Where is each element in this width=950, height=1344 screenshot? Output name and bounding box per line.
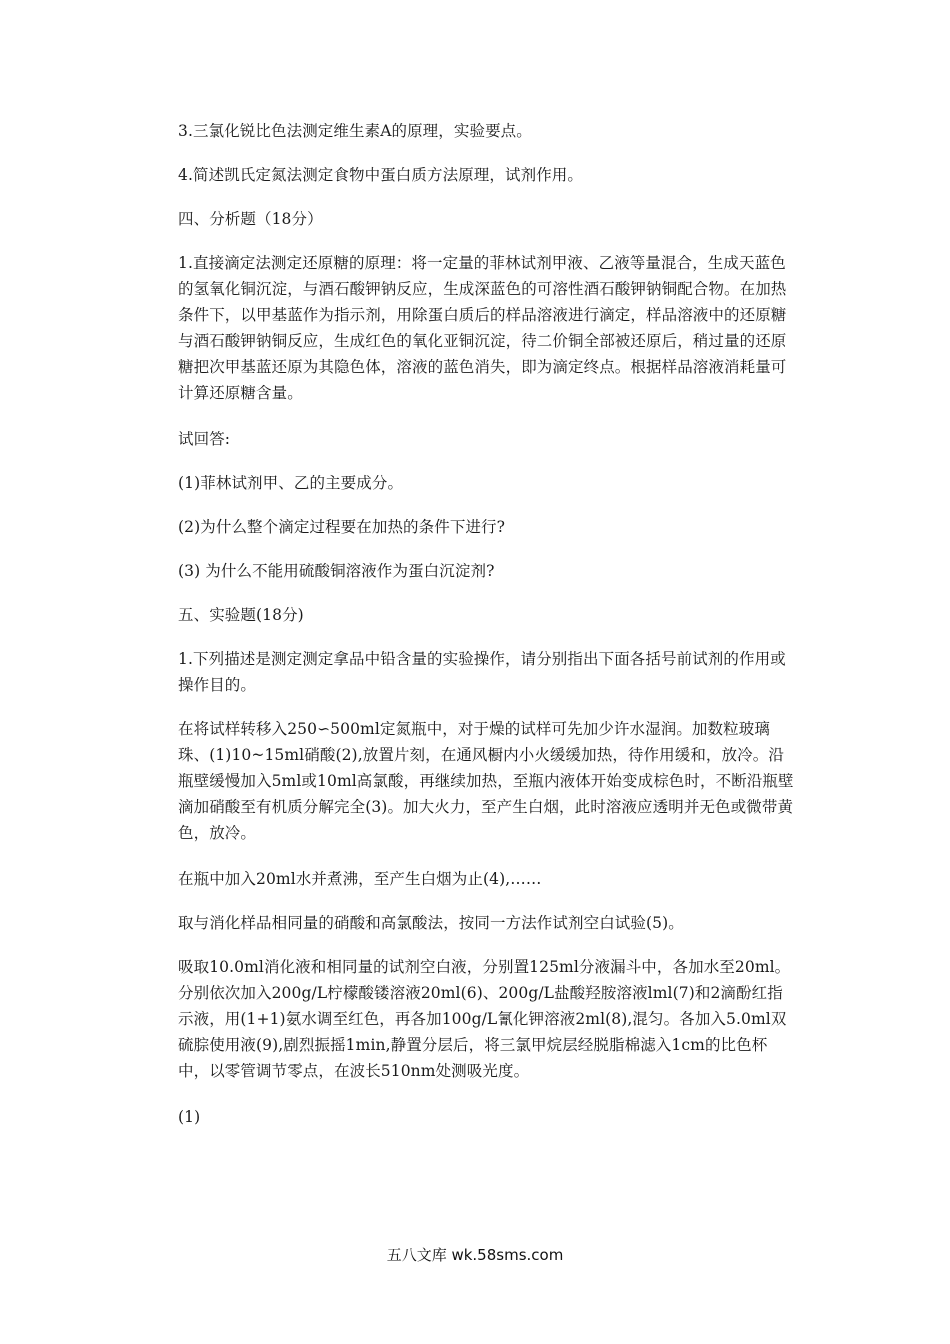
subquestion-1: (1)菲林试剂甲、乙的主要成分。 (178, 474, 404, 492)
question-vitamin-a: 3.三氯化锐比色法测定维生素A的原理，实验要点。 (178, 122, 532, 140)
paragraph-blank-test: 取与消化样品相同量的硝酸和高氯酸法，按同一方法作试剂空白试验(5)。 (178, 914, 684, 932)
paragraph-digestion-step: 在将试样转移入250∽500ml定氮瓶中，对于燥的试样可先加少许水湿润。加数粒玻璃珠、(1)10~15ml硝酸(2),放置片刻，在通风橱内小火缓缓加热，待作用缓和，放冷。沿瓶壁缓慢加入5ml或10ml高氯酸，再继续加热，至瓶内液体开始变成棕色时，不断沿瓶壁滴加硝酸至有机质分解完全(3)。加大火力，至产生白烟，此时溶液应透明并无色或微带黄色，放冷。 (178, 720, 794, 842)
footer-watermark: 五八文库 wk.58sms.com (386, 1246, 564, 1264)
prompt-answer: 试回答: (178, 430, 231, 448)
section-heading-analysis: 四、分析题（18分） (178, 210, 323, 228)
document-body (178, 118, 798, 1148)
paragraph-lead-test-intro: 1.下列描述是测定测定拿品中铅含量的实验操作，请分别指出下面各括号前试剂的作用或操作目的。 (178, 650, 786, 694)
question-kjeldahl: 4.简述凯氏定氮法测定食物中蛋白质方法原理，试剂作用。 (178, 166, 583, 184)
paragraph-measurement-step: 吸取10.0ml消化液和相同量的试剂空白液，分别置125ml分液漏斗中，各加水至20ml。分别依次加入200g/L柠檬酸镂溶液20ml(6)、200g/L盐酸羟胺溶液lml(7)和2滴酚红指示液，用(1+1)氨水调至红色，再各加100g/L氰化钾溶液2ml(8),混匀。各加入5.0ml双硫腙使用液(9),剧烈振摇1min,静置分层后，将三氯甲烷层经脱脂棉滤入1cm的比色杯中，以零管调节零点，在波长510nm处测吸光度。 (178, 958, 791, 1080)
answer-item-1: (1) (178, 1108, 201, 1126)
subquestion-3: (3) 为什么不能用硫酸铜溶液作为蛋白沉淀剂? (178, 562, 495, 580)
section-heading-experiment: 五、实验题(18分) (178, 606, 304, 624)
subquestion-2: (2)为什么整个滴定过程要在加热的条件下进行? (178, 518, 506, 536)
paragraph-reducing-sugar-principle: 1.直接滴定法测定还原糖的原理：将一定量的菲林试剂甲液、乙液等量混合，生成天蓝色的氢氧化铜沉淀，与酒石酸钾钠反应，生成深蓝色的可溶性酒石酸钾钠铜配合物。在加热条件下，以甲基蓝作为指示剂，用除蛋白质后的样品溶液进行滴定，样品溶液中的还原糖与酒石酸钾钠铜反应，生成红色的氧化亚铜沉淀，待二价铜全部被还原后，稍过量的还原糖把次甲基蓝还原为其隐色体，溶液的蓝色消失，即为滴定终点。根据样品溶液消耗量可计算还原糖含量。 (178, 254, 787, 402)
paragraph-boil-step: 在瓶中加入20ml水并煮沸，至产生白烟为止(4),…… (178, 870, 542, 888)
